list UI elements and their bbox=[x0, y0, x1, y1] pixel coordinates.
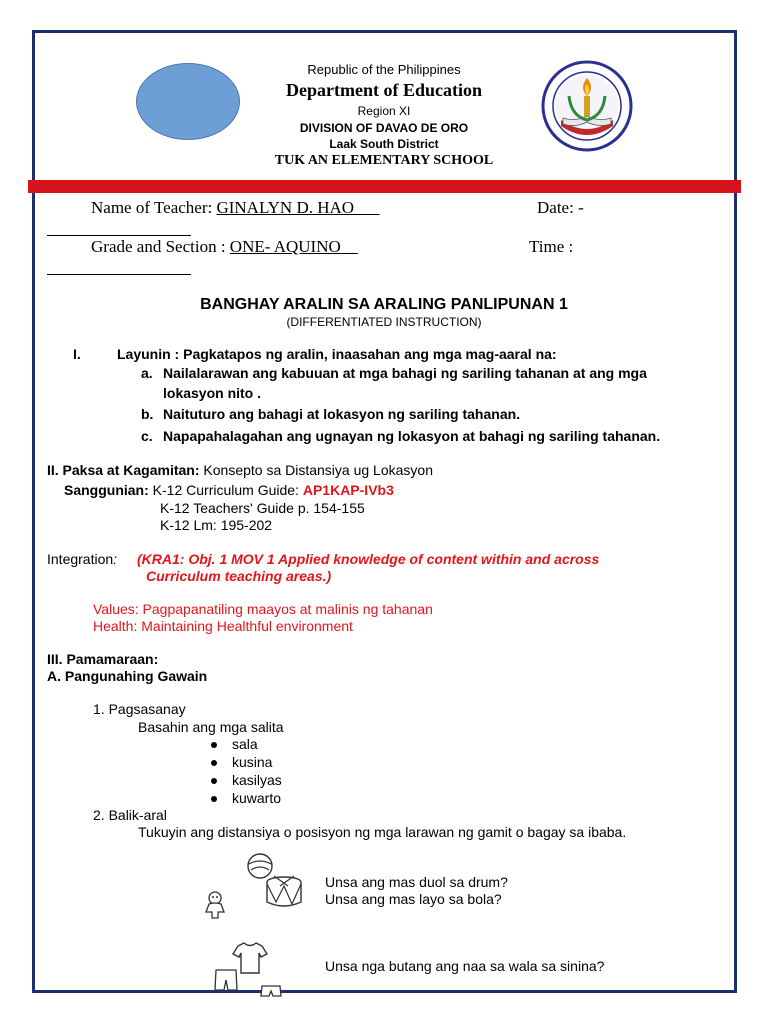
header-department: Department of Education bbox=[286, 80, 482, 100]
word-item: kusina bbox=[232, 754, 273, 770]
objective-b-text: Naituturo ang bahagi at lokasyon ng sariling tahanan. bbox=[163, 406, 521, 422]
step-1-instruction: Basahin ang mga salita bbox=[138, 719, 284, 735]
procedure-subheading: A. Pangunahing Gawain bbox=[47, 668, 208, 684]
curriculum-code: AP1KAP-IVb3 bbox=[302, 482, 394, 498]
header-divider-bar bbox=[28, 180, 741, 193]
integration-health: Health: Maintaining Healthful environment bbox=[93, 618, 353, 634]
integration-colon: : bbox=[113, 551, 118, 567]
integration-kra-line1: (KRA1: Obj. 1 MOV 1 Applied knowledge of content within and across bbox=[137, 551, 600, 567]
pants-icon bbox=[260, 984, 282, 998]
reference-2: K-12 Teachers' Guide p. 154-155 bbox=[160, 500, 365, 516]
bullet-icon bbox=[211, 796, 217, 802]
word-item: sala bbox=[232, 736, 258, 752]
subject-value: Konsepto sa Distansiya ug Lokasyon bbox=[199, 462, 433, 478]
header-school: TUK AN ELEMENTARY SCHOOL bbox=[274, 153, 494, 168]
grade-label: Grade and Section : bbox=[91, 237, 226, 256]
objective-a-text-cont: lokasyon nito . bbox=[163, 385, 262, 401]
time-blank-line bbox=[47, 274, 191, 275]
step-2-label: 2. Balik-aral bbox=[93, 807, 167, 823]
procedure-heading: III. Pamamaraan: bbox=[47, 651, 159, 667]
teacher-name: GINALYN D. HAO bbox=[216, 198, 355, 217]
objective-c-text: Napapahalagahan ang ugnayan ng lokasyon at bahagi ng sariling tahanan. bbox=[163, 428, 661, 444]
integration-kra-line2: Curriculum teaching areas.) bbox=[146, 568, 332, 584]
objective-b-letter: b. bbox=[141, 406, 154, 422]
step-1-label: 1. Pagsasanay bbox=[93, 701, 186, 717]
reference-label: Sanggunian: bbox=[64, 482, 149, 498]
teacher-label: Name of Teacher: bbox=[91, 198, 213, 217]
page-border bbox=[32, 30, 737, 993]
question-2: Unsa ang mas layo sa bola? bbox=[325, 891, 502, 907]
word-item: kasilyas bbox=[232, 772, 282, 788]
reference-1: K-12 Curriculum Guide: bbox=[148, 482, 303, 498]
reference-3: K-12 Lm: 195-202 bbox=[160, 517, 273, 533]
subject-label: II. Paksa at Kagamitan: bbox=[47, 462, 200, 478]
header-region: Region XI bbox=[357, 104, 411, 118]
objective-c-letter: c. bbox=[141, 428, 153, 444]
grade-value: ONE- AQUINO bbox=[229, 237, 341, 256]
objective-a-letter: a. bbox=[141, 365, 153, 381]
shorts-icon bbox=[214, 968, 238, 994]
lesson-subtitle: (DIFFERENTIATED INSTRUCTION) bbox=[286, 315, 482, 329]
bullet-icon bbox=[211, 742, 217, 748]
lesson-title: BANGHAY ARALIN SA ARALING PANLIPUNAN 1 bbox=[200, 296, 568, 313]
subject-row bbox=[47, 462, 433, 478]
time-label: Time : bbox=[529, 237, 574, 256]
step-2-instruction: Tukuyin ang distansiya o posisyon ng mga larawan ng gamit o bagay sa ibaba. bbox=[138, 824, 627, 840]
doll-icon bbox=[202, 890, 228, 920]
objectives-heading: Layunin : Pagkatapos ng aralin, inaasahan ang mga mag-aaral na: bbox=[117, 346, 557, 362]
grade-row bbox=[91, 237, 358, 257]
drum-icon bbox=[264, 874, 304, 912]
integration-values: Values: Pagpapanatiling maayos at malinis ng tahanan bbox=[93, 601, 433, 617]
header-republic: Republic of the Philippines bbox=[307, 62, 461, 77]
question-1: Unsa ang mas duol sa drum? bbox=[325, 874, 508, 890]
date-blank-line bbox=[47, 235, 191, 236]
question-3: Unsa nga butang ang naa sa wala sa sinina? bbox=[325, 958, 605, 974]
teacher-name-row bbox=[91, 198, 380, 218]
objectives-numeral: I. bbox=[73, 346, 81, 362]
bullet-icon bbox=[211, 778, 217, 784]
header-district: Laak South District bbox=[329, 137, 439, 151]
bullet-icon bbox=[211, 760, 217, 766]
word-item: kuwarto bbox=[232, 790, 282, 806]
integration-row bbox=[47, 551, 117, 567]
header-division: DIVISION OF DAVAO DE ORO bbox=[299, 121, 469, 135]
date-label: Date: - bbox=[537, 198, 584, 217]
reference-row bbox=[64, 482, 394, 498]
objective-a-text: Nailalarawan ang kabuuan at mga bahagi ng sariling tahanan at ang mga bbox=[163, 365, 647, 381]
integration-label: Integration bbox=[47, 551, 114, 567]
